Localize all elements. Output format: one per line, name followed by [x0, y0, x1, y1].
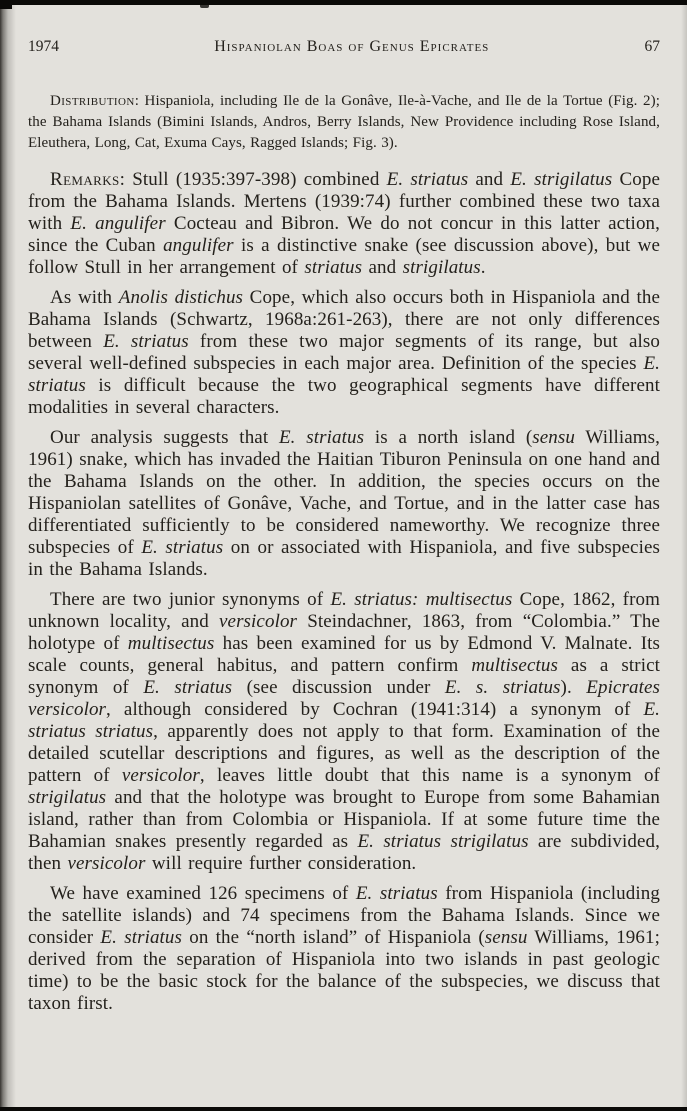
- paragraph-comparison: As with Anolis distichus Cope, which also occurs both in Hispaniola and the Bahama Islands (Schwartz, 1968a:261-263), there are not only differences between E. striatus from these two major segments of its range, but also several well-defined subspecies in each major area. Definition of the species E. striatus is difficult because the two geographical segments have different modalities in several characters.: [28, 287, 661, 418]
- page-number: 67: [644, 38, 660, 55]
- scan-edge-right: [681, 0, 687, 1111]
- scan-edge-top: [0, 0, 687, 5]
- running-head: [28, 0, 660, 56]
- scan-speck: [200, 4, 209, 8]
- header-year: 1974: [28, 38, 59, 55]
- scan-binding-shadow: [0, 0, 16, 1111]
- page-body: [28, 91, 660, 1015]
- scan-edge-top-corner: [0, 0, 12, 9]
- paragraph-distribution: Distribution: Hispaniola, including Ile de la Gonâve, Ile-à-Vache, and Ile de la Tortue (Fig. 2); the Bahama Islands (Bimini Islands, Andros, Berry Islands, New Providence including Rose Island, Eleuthera, Long, Cat, Exuma Cays, Ragged Islands; Fig. 3).: [28, 93, 660, 151]
- paragraph-synonyms: There are two junior synonyms of E. striatus: multisectus Cope, 1862, from unknown locality, and versicolor Steindachner, 1863, from “Colombia.” The holotype of multisectus has been examined for us by Edmond V. Malnate. Its scale counts, general habitus, and pattern confirm multisectus as a strict synonym of E. striatus (see discussion under E. s. striatus). Epicrates versicolor, although considered by Cochran (1941:314) a synonym of E. striatus striatus, apparently does not apply to that form. Examination of the detailed scutellar descriptions and figures, as well as the description of the pattern of versicolor, leaves little doubt that this name is a synonym of strigilatus and that the holotype was brought to Europe from some Bahamian island, rather than from Colombia or Hispaniola. If at some future time the Bahamian snakes presently regarded as E. striatus strigilatus are subdivided, then versicolor will require further consideration.: [28, 589, 661, 874]
- paragraph-specimens: We have examined 126 specimens of E. striatus from Hispaniola (including the satellite islands) and 74 specimens from the Bahama Islands. Since we consider E. striatus on the “north island” of Hispaniola (sensu Williams, 1961; derived from the separation of Hispaniola into two islands in past geologic time) to be the basic stock for the balance of the subspecies, we discuss that taxon first.: [28, 883, 660, 1014]
- paragraph-analysis: Our analysis suggests that E. striatus is a north island (sensu Williams, 1961) snake, which has invaded the Haitian Tiburon Peninsula on one hand and the Bahama Islands on the other. In addition, the species occurs on the Hispaniolan satellites of Gonâve, Vache, and Tortue, and in the latter case has differentiated sufficiently to be considered nameworthy. We recognize three subspecies of E. striatus on or associated with Hispaniola, and five subspecies in the Bahama Islands.: [28, 427, 660, 580]
- running-title: Hispaniolan Boas of Genus Epicrates: [214, 38, 490, 55]
- paragraph-remarks: Remarks: Stull (1935:397-398) combined E. striatus and E. strigilatus Cope from the Bahama Islands. Mertens (1939:74) further combined these two taxa with E. angulifer Cocteau and Bibron. We do not concur in this latter action, since the Cuban angulifer is a distinctive snake (see discussion above), but we follow Stull in her arrangement of striatus and strigilatus.: [28, 169, 660, 278]
- scan-edge-bottom: [0, 1107, 687, 1111]
